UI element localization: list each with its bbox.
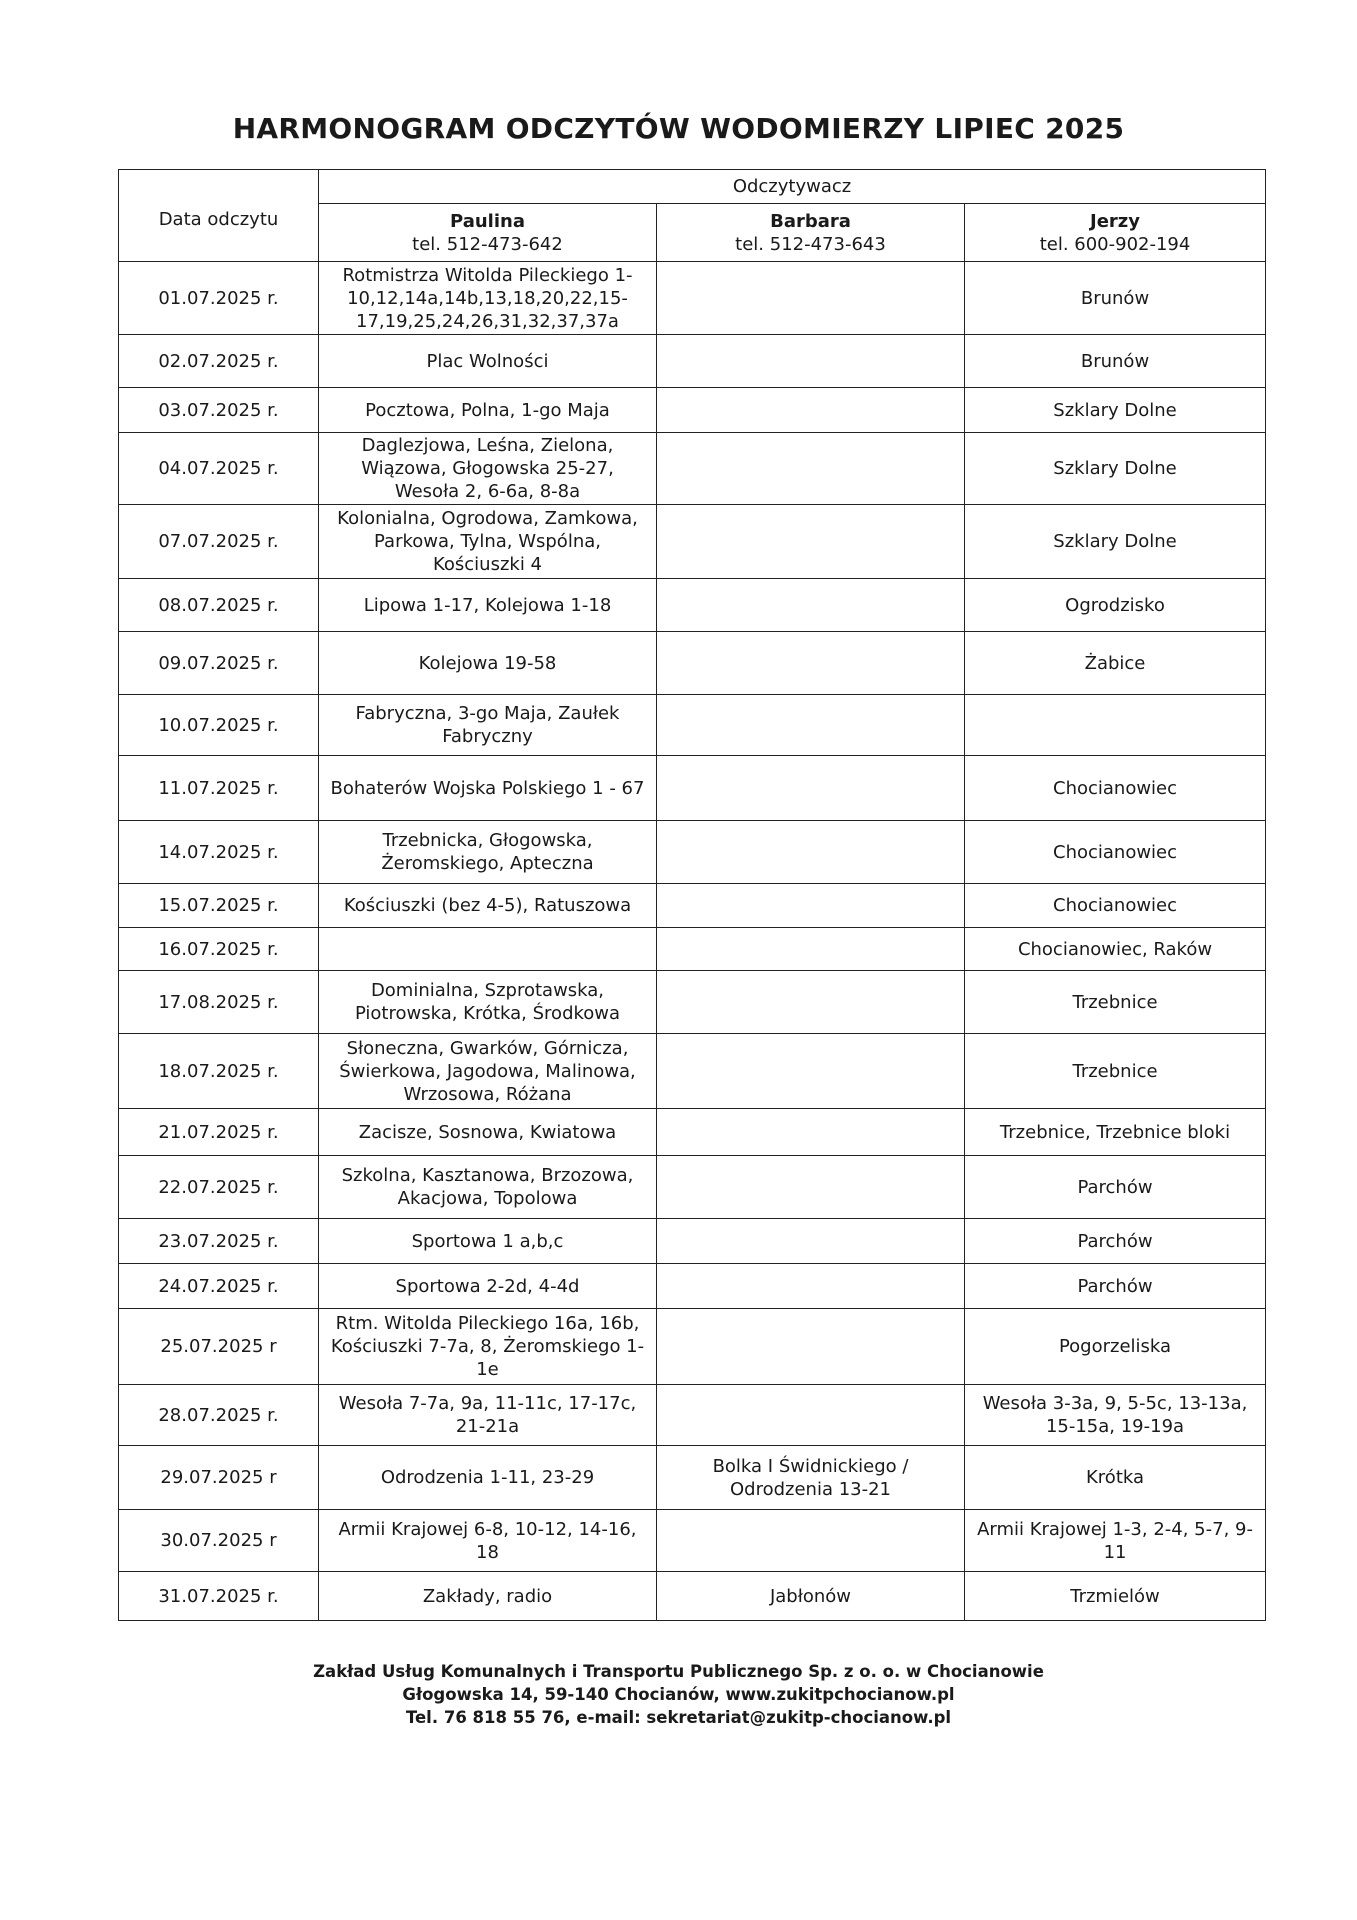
barbara-cell [657, 632, 965, 695]
date-cell: 21.07.2025 r. [119, 1109, 319, 1156]
paulina-cell: Wesoła 7-7a, 9a, 11-11c, 17-17c, 21-21a [319, 1385, 657, 1446]
barbara-cell [657, 756, 965, 821]
reader-jerzy [965, 204, 1266, 262]
header-row [119, 170, 1266, 204]
date-cell: 31.07.2025 r. [119, 1572, 319, 1621]
date-cell: 29.07.2025 r [119, 1446, 319, 1510]
reader-header: Odczytywacz [319, 170, 1266, 204]
footer-address: Głogowska 14, 59-140 Chocianów, www.zukitpchocianow.pl [402, 1685, 955, 1704]
reader-name: Paulina [450, 210, 525, 232]
reader-barbara [657, 204, 965, 262]
jerzy-cell: Parchów [965, 1156, 1266, 1219]
barbara-cell [657, 1385, 965, 1446]
table-row [119, 1446, 1266, 1510]
date-cell: 22.07.2025 r. [119, 1156, 319, 1219]
paulina-cell: Rotmistrza Witolda Pileckiego 1-10,12,14a,14b,13,18,20,22,15-17,19,25,24,26,31,32,37,37a [319, 262, 657, 335]
jerzy-cell: Trzmielów [965, 1572, 1266, 1621]
jerzy-cell: Pogorzeliska [965, 1309, 1266, 1385]
table-row [119, 505, 1266, 579]
date-cell: 14.07.2025 r. [119, 821, 319, 884]
reader-name: Jerzy [1090, 210, 1141, 232]
page-title: HARMONOGRAM ODCZYTÓW WODOMIERZY LIPIEC 2025 [232, 112, 1125, 145]
footer-contact: Tel. 76 818 55 76, e-mail: sekretariat@zukitp-chocianow.pl [405, 1708, 952, 1727]
jerzy-cell: Parchów [965, 1219, 1266, 1264]
table-row [119, 433, 1266, 505]
barbara-cell [657, 262, 965, 335]
table-row [119, 928, 1266, 971]
paulina-cell: Dominialna, Szprotawska, Piotrowska, Krótka, Środkowa [319, 971, 657, 1034]
jerzy-cell: Wesoła 3-3a, 9, 5-5c, 13-13a, 15-15a, 19-19a [965, 1385, 1266, 1446]
date-cell: 11.07.2025 r. [119, 756, 319, 821]
paulina-cell: Sportowa 1 a,b,c [319, 1219, 657, 1264]
jerzy-cell: Parchów [965, 1264, 1266, 1309]
date-cell: 10.07.2025 r. [119, 695, 319, 756]
paulina-cell: Zacisze, Sosnowa, Kwiatowa [319, 1109, 657, 1156]
jerzy-cell: Trzebnice [965, 971, 1266, 1034]
paulina-cell: Odrodzenia 1-11, 23-29 [319, 1446, 657, 1510]
date-cell: 01.07.2025 r. [119, 262, 319, 335]
jerzy-cell: Ogrodzisko [965, 579, 1266, 632]
paulina-cell: Kolonialna, Ogrodowa, Zamkowa, Parkowa, Tylna, Wspólna, Kościuszki 4 [319, 505, 657, 579]
barbara-cell: Bolka I Świdnickiego / Odrodzenia 13-21 [657, 1446, 965, 1510]
footer-company-name: Zakład Usług Komunalnych i Transportu Publicznego Sp. z o. o. w Chocianowie [313, 1662, 1044, 1681]
table-row [119, 884, 1266, 928]
jerzy-cell: Chocianowiec [965, 821, 1266, 884]
paulina-cell: Armii Krajowej 6-8, 10-12, 14-16, 18 [319, 1510, 657, 1572]
paulina-cell: Fabryczna, 3-go Maja, Zaułek Fabryczny [319, 695, 657, 756]
jerzy-cell: Chocianowiec, Raków [965, 928, 1266, 971]
barbara-cell [657, 335, 965, 388]
table-row [119, 971, 1266, 1034]
reader-phone: tel. 512-473-642 [412, 233, 563, 255]
table-row [119, 1385, 1266, 1446]
paulina-cell: Słoneczna, Gwarków, Górnicza, Świerkowa, Jagodowa, Malinowa, Wrzosowa, Różana [319, 1034, 657, 1109]
table-row [119, 1309, 1266, 1385]
paulina-cell: Pocztowa, Polna, 1-go Maja [319, 388, 657, 433]
paulina-cell: Lipowa 1-17, Kolejowa 1-18 [319, 579, 657, 632]
barbara-cell [657, 821, 965, 884]
date-cell: 25.07.2025 r [119, 1309, 319, 1385]
date-cell: 18.07.2025 r. [119, 1034, 319, 1109]
jerzy-cell [965, 695, 1266, 756]
barbara-cell [657, 1309, 965, 1385]
paulina-cell: Daglezjowa, Leśna, Zielona, Wiązowa, Głogowska 25-27, Wesoła 2, 6-6a, 8-8a [319, 433, 657, 505]
jerzy-cell: Żabice [965, 632, 1266, 695]
date-cell: 17.08.2025 r. [119, 971, 319, 1034]
table-row [119, 335, 1266, 388]
table-row [119, 1034, 1266, 1109]
barbara-cell [657, 1109, 965, 1156]
table-row [119, 1572, 1266, 1621]
paulina-cell: Trzebnicka, Głogowska, Żeromskiego, Apteczna [319, 821, 657, 884]
jerzy-cell: Chocianowiec [965, 884, 1266, 928]
date-cell: 04.07.2025 r. [119, 433, 319, 505]
barbara-cell [657, 388, 965, 433]
jerzy-cell: Chocianowiec [965, 756, 1266, 821]
barbara-cell [657, 1219, 965, 1264]
reader-name: Barbara [770, 210, 851, 232]
barbara-cell [657, 884, 965, 928]
date-cell: 30.07.2025 r [119, 1510, 319, 1572]
jerzy-cell: Szklary Dolne [965, 505, 1266, 579]
jerzy-cell: Brunów [965, 335, 1266, 388]
jerzy-cell: Trzebnice, Trzebnice bloki [965, 1109, 1266, 1156]
reader-phone: tel. 512-473-643 [735, 233, 886, 255]
date-cell: 24.07.2025 r. [119, 1264, 319, 1309]
barbara-cell [657, 579, 965, 632]
table-row [119, 632, 1266, 695]
date-header: Data odczytu [119, 170, 319, 262]
table-row [119, 1109, 1266, 1156]
jerzy-cell: Armii Krajowej 1-3, 2-4, 5-7, 9-11 [965, 1510, 1266, 1572]
date-cell: 16.07.2025 r. [119, 928, 319, 971]
table-row [119, 1219, 1266, 1264]
reader-phone: tel. 600-902-194 [1039, 233, 1191, 255]
barbara-cell [657, 971, 965, 1034]
table-row [119, 1156, 1266, 1219]
barbara-cell [657, 433, 965, 505]
paulina-cell: Plac Wolności [319, 335, 657, 388]
paulina-cell: Bohaterów Wojska Polskiego 1 - 67 [319, 756, 657, 821]
table-row [119, 1510, 1266, 1572]
paulina-cell [319, 928, 657, 971]
barbara-cell [657, 695, 965, 756]
table-row [119, 821, 1266, 884]
jerzy-cell: Szklary Dolne [965, 388, 1266, 433]
table-row [119, 388, 1266, 433]
barbara-cell [657, 1034, 965, 1109]
table-row [119, 1264, 1266, 1309]
date-cell: 07.07.2025 r. [119, 505, 319, 579]
date-cell: 08.07.2025 r. [119, 579, 319, 632]
table-row [119, 756, 1266, 821]
date-cell: 02.07.2025 r. [119, 335, 319, 388]
jerzy-cell: Brunów [965, 262, 1266, 335]
date-cell: 15.07.2025 r. [119, 884, 319, 928]
paulina-cell: Kościuszki (bez 4-5), Ratuszowa [319, 884, 657, 928]
date-cell: 03.07.2025 r. [119, 388, 319, 433]
jerzy-cell: Szklary Dolne [965, 433, 1266, 505]
date-cell: 23.07.2025 r. [119, 1219, 319, 1264]
barbara-cell [657, 928, 965, 971]
paulina-cell: Sportowa 2-2d, 4-4d [319, 1264, 657, 1309]
date-cell: 28.07.2025 r. [119, 1385, 319, 1446]
table-row [119, 579, 1266, 632]
barbara-cell [657, 1510, 965, 1572]
barbara-cell [657, 1156, 965, 1219]
table-row [119, 262, 1266, 335]
barbara-cell [657, 1264, 965, 1309]
barbara-cell: Jabłonów [657, 1572, 965, 1621]
date-cell: 09.07.2025 r. [119, 632, 319, 695]
schedule-table [118, 169, 1266, 1621]
reader-paulina [319, 204, 657, 262]
paulina-cell: Szkolna, Kasztanowa, Brzozowa, Akacjowa, Topolowa [319, 1156, 657, 1219]
paulina-cell: Rtm. Witolda Pileckiego 16a, 16b, Kościuszki 7-7a, 8, Żeromskiego 1-1e [319, 1309, 657, 1385]
paulina-cell: Zakłady, radio [319, 1572, 657, 1621]
barbara-cell [657, 505, 965, 579]
table-row [119, 695, 1266, 756]
company-footer [0, 1660, 1357, 1729]
jerzy-cell: Krótka [965, 1446, 1266, 1510]
jerzy-cell: Trzebnice [965, 1034, 1266, 1109]
paulina-cell: Kolejowa 19-58 [319, 632, 657, 695]
